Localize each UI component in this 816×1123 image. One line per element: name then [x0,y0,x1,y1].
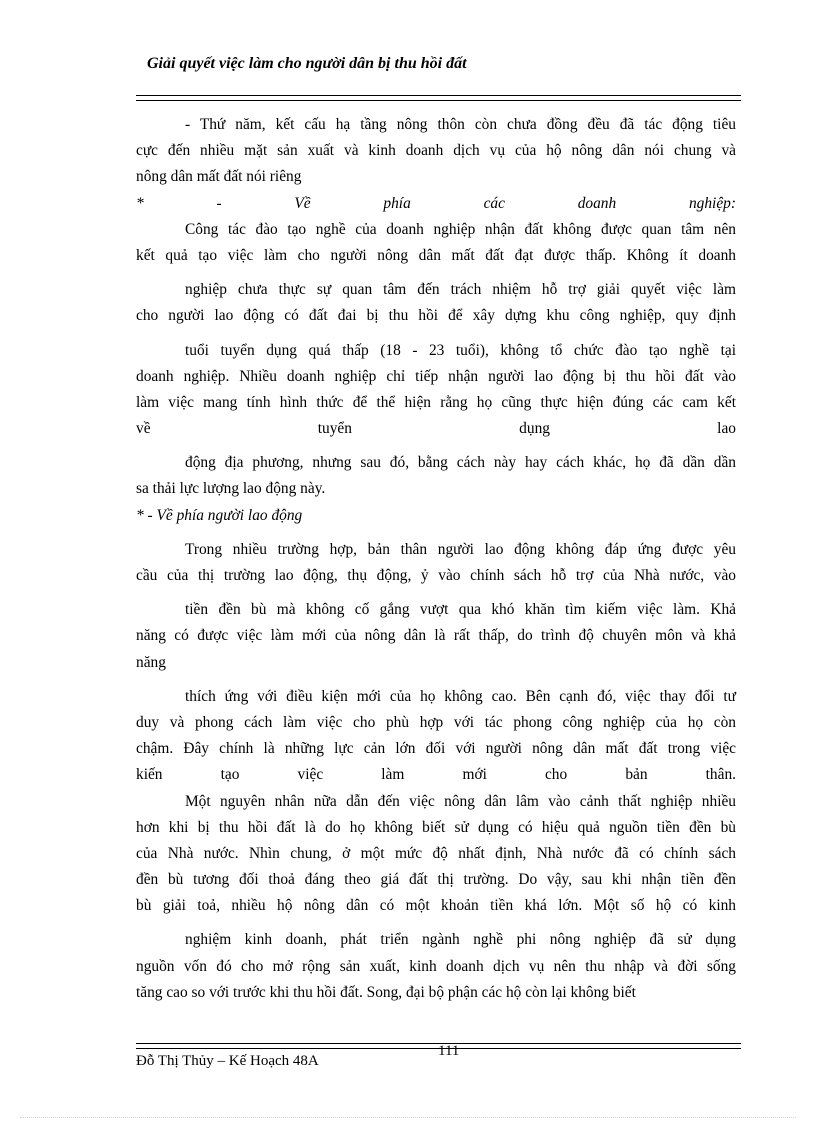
text-line: sa thải lực lượng lao động này. [136,480,326,498]
text-line: chậm. Đây chính là những lực cản lớn đối với người nông dân mất đất trong việc [136,740,736,758]
text-line: nguồn vốn đó cho mở rộng sản xuất, kinh doanh dịch vụ nên thu nhập và đời sống [136,957,736,975]
text-line: tiền đền bù mà không cố gắng vượt qua khó khăn tìm kiếm việc làm. Khả [185,601,736,619]
text-line: động địa phương, nhưng sau đó, bằng cách này hay cách khác, họ đã dần dần [185,454,736,472]
text-line: tăng cao so với trước khi thu hồi đất. Song, đại bộ phận các hộ còn lại không biết [136,983,636,1001]
text-line: cho người lao động có đất đai bị thu hồi để xây dựng khu công nghiệp, quy định [136,307,736,325]
text-line: bù giải toả, nhiều hộ nông dân có một khoản tiền khá lớn. Một số hộ có kinh [136,897,736,915]
page-number: 111 [438,1043,460,1059]
text-line: về tuyển dụng lao [136,420,736,438]
text-line: thích ứng với điều kiện mới của họ không cao. Bên cạnh đó, việc thay đổi tư [185,687,736,705]
text-line: năng [136,653,166,671]
text-line: nghiệm kinh doanh, phát triển ngành nghề phi nông nghiệp đã sử dụng [185,931,736,949]
text-line: Một nguyên nhân nữa dẫn đến việc nông dân lâm vào cảnh thất nghiệp nhiều [185,792,736,810]
text-line: tuổi tuyển dụng quá thấp (18 - 23 tuổi), không tổ chức đào tạo nghề tại [185,341,736,359]
section-heading-enterprises: * - Về phía các doanh nghiệp: [136,194,736,212]
section-heading-workers: * - Về phía người lao động [136,506,303,524]
page-edge [20,1117,796,1118]
text-line: - Thứ năm, kết cấu hạ tầng nông thôn còn chưa đồng đều đã tác động tiêu [185,116,736,133]
text-line: làm việc mang tính hình thức để thể hiện rằng họ cũng thực hiện đúng các cam kết [136,393,736,411]
footer-author: Đỗ Thị Thủy – Kế Hoạch 48A [136,1053,319,1069]
header-divider [136,95,741,101]
text-line: Trong nhiều trường hợp, bản thân người lao động không đáp ứng được yêu [185,540,736,558]
text-line: kết quả tạo việc làm cho người nông dân mất đất đạt được thấp. Không ít doanh [136,246,736,264]
text-line: duy và phong cách làm việc cho phù hợp với tác phong công nghiệp của họ còn [136,713,736,731]
text-line: đền bù tương đối thoả đáng theo giá đất thị trường. Do vậy, sau khi nhận tiền đền [136,871,736,889]
text-line: Công tác đào tạo nghề của doanh nghiệp nhận đất không được quan tâm nên [185,220,736,238]
text-line: hơn khi bị thu hồi đất là do họ không biết sử dụng có hiệu quả nguồn tiền đền bù [136,818,736,836]
text-line: của Nhà nước. Nhìn chung, ở một mức độ nhất định, Nhà nước đã có chính sách [136,844,736,862]
running-header-title: Giải quyết việc làm cho người dân bị thu hồi đất [147,55,467,72]
text-line: doanh nghiệp. Nhiều doanh nghiệp chỉ tiếp nhận người lao động bị thu hồi đất vào [136,367,736,385]
text-line: cực đến nhiều mặt sản xuất và kinh doanh dịch vụ của hộ nông dân nói chung và [136,142,736,160]
text-line: năng có được việc làm mới của nông dân là rất thấp, do trình độ chuyên môn và khả [136,627,736,645]
body-text [136,112,736,1006]
text-line: nghiệp chưa thực sự quan tâm đến trách nhiệm hỗ trợ giải quyết việc làm [185,281,736,299]
text-line: cầu của thị trường lao động, thụ động, ỷ vào chính sách hỗ trợ của Nhà nước, vào [136,567,736,584]
text-line: kiến tạo việc làm mới cho bản thân. [136,766,736,784]
text-line: nông dân mất đất nói riêng [136,168,302,186]
